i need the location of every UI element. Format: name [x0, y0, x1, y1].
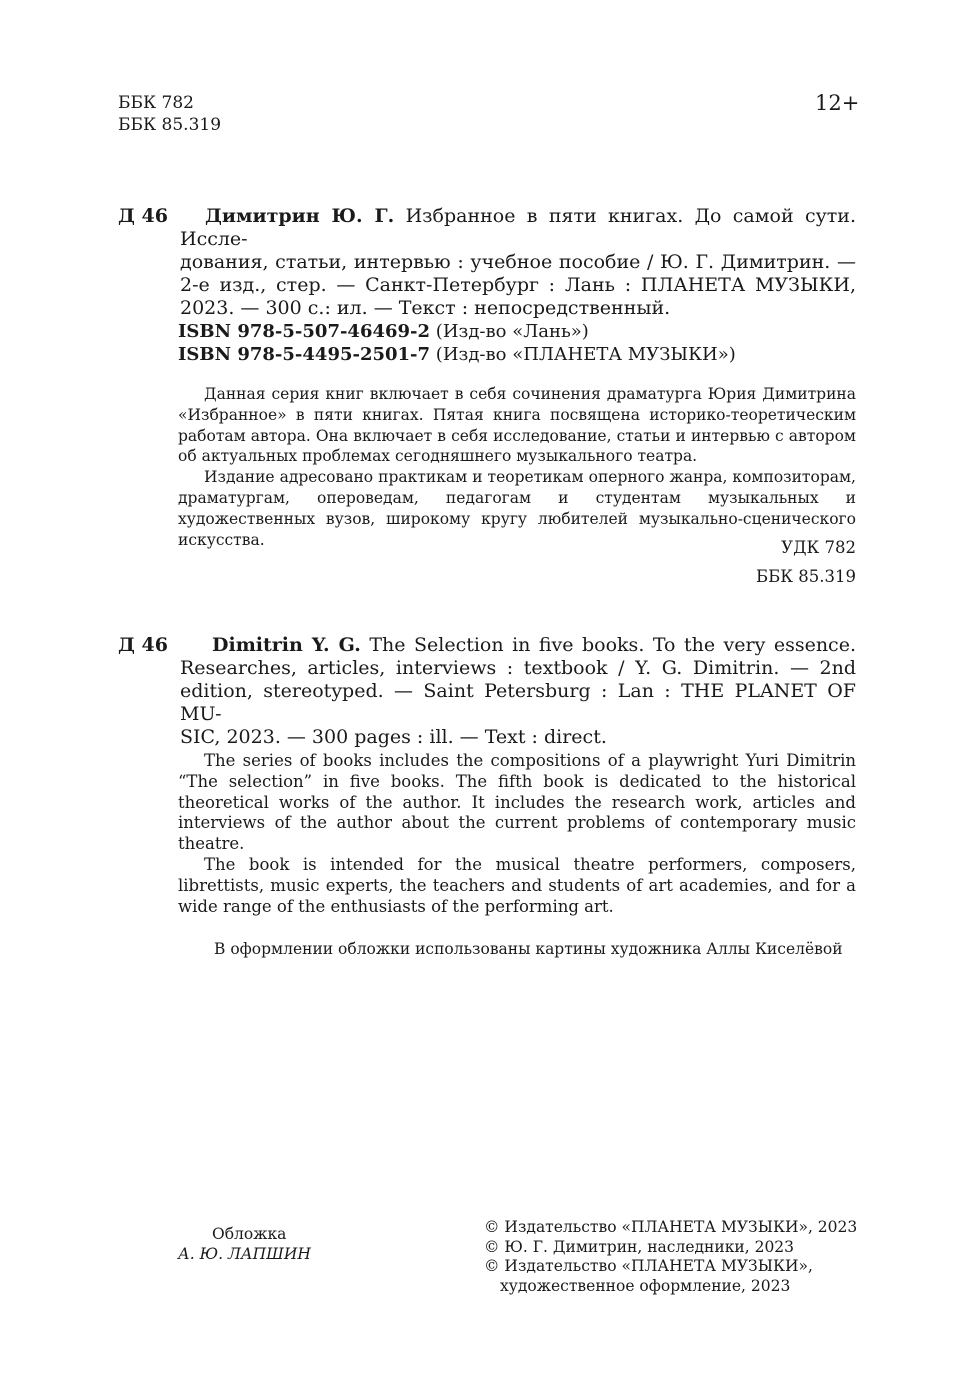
en-bibliographic-record [180, 634, 856, 749]
ru-record-line-4: 2023. — 300 с.: ил. — Текст : непосредственный. [180, 297, 671, 319]
copyright-line-1: © Издательство «ПЛАНЕТА МУЗЫКИ», 2023 [484, 1218, 858, 1236]
ru-annotation-paragraph-1: Данная серия книг включает в себя сочинения драматурга Юрия Димитрина «Избранное» в пяти книгах. Пятая книга посвящена историко-теоретическим работам автора. Она включает в себя исследование, статьи и интервью с автором об актуальных проблемах сегодняшнего музыкального театра. [178, 385, 856, 466]
copyright-line-4: художественное оформление, 2023 [500, 1276, 791, 1295]
en-annotation-paragraph-1: The series of books includes the compositions of a playwright Yuri Dimitrin “The selection” in five books. The fifth book is dedicated to the historical theoretical works of the author. It includes the research work, articles and interviews of the author about the current problems of contemporary music theatre. [178, 751, 856, 854]
ru-annotation [178, 384, 856, 550]
cover-designer-label: Обложка [212, 1225, 287, 1243]
en-author-name: Dimitrin Y. G. [212, 634, 361, 656]
ru-record-line-3: 2-е изд., стер. — Санкт-Петербург : Лань : ПЛАНЕТА МУЗЫКИ, [180, 274, 856, 296]
copyright-line-3: © Издательство «ПЛАНЕТА МУЗЫКИ», [484, 1257, 813, 1275]
ru-author-code: Д 46 [118, 205, 168, 227]
udk-code: УДК 782 [781, 538, 856, 557]
age-rating: 12+ [815, 91, 860, 115]
ru-record-line-2: дования, статьи, интервью : учебное пособие / Ю. Г. Димитрин. — [180, 251, 856, 273]
isbn-line-1: ISBN 978-5-507-46469-2 (Изд-во «Лань») [178, 321, 589, 342]
ru-author-name: Димитрин Ю. Г. [205, 205, 395, 227]
copyright-line-2: © Ю. Г. Димитрин, наследники, 2023 [484, 1237, 795, 1256]
en-record-line-3: edition, stereotyped. — Saint Petersburg : Lan : THE PLANET OF MU- [180, 680, 856, 725]
bbk-code-2: ББК 85.319 [118, 115, 222, 135]
en-record-line-1: Dimitrin Y. G. The Selection in five books. To the very essence. [212, 634, 856, 656]
bbk-code-bottom: ББК 85.319 [756, 567, 856, 586]
copyright-block [484, 1218, 857, 1296]
cover-designer [178, 1224, 311, 1264]
cover-artwork-note: В оформлении обложки использованы картины художника Аллы Киселёвой [214, 940, 843, 958]
bbk-header [118, 92, 221, 136]
bbk-code-1: ББК 782 [118, 93, 194, 113]
en-record-line-4: SIC, 2023. — 300 pages : ill. — Text : direct. [180, 726, 607, 748]
ru-bibliographic-record [180, 205, 856, 320]
ru-annotation-paragraph-2: Издание адресовано практикам и теоретикам оперного жанра, композиторам, драматургам, опероведам, педагогам и студентам музыкальных и художественных вузов, широкому кругу любителей музыкально-сценического искусства. [178, 468, 856, 549]
en-annotation [178, 751, 856, 917]
cover-designer-name: А. Ю. ЛАПШИН [178, 1245, 311, 1263]
en-author-code: Д 46 [118, 634, 168, 656]
en-record-line-2: Researches, articles, interviews : textbook / Y. G. Dimitrin. — 2nd [180, 657, 856, 679]
ru-record-line-1: Димитрин Ю. Г. Избранное в пяти книгах. До самой сути. Иссле- [180, 205, 856, 250]
isbn-line-2: ISBN 978-5-4495-2501-7 (Изд-во «ПЛАНЕТА МУЗЫКИ») [178, 344, 736, 365]
en-annotation-paragraph-2: The book is intended for the musical theatre performers, composers, librettists, music experts, the teachers and students of art academies, and for a wide range of the enthusiasts of the performing art. [178, 854, 856, 916]
isbn-block [178, 320, 736, 366]
